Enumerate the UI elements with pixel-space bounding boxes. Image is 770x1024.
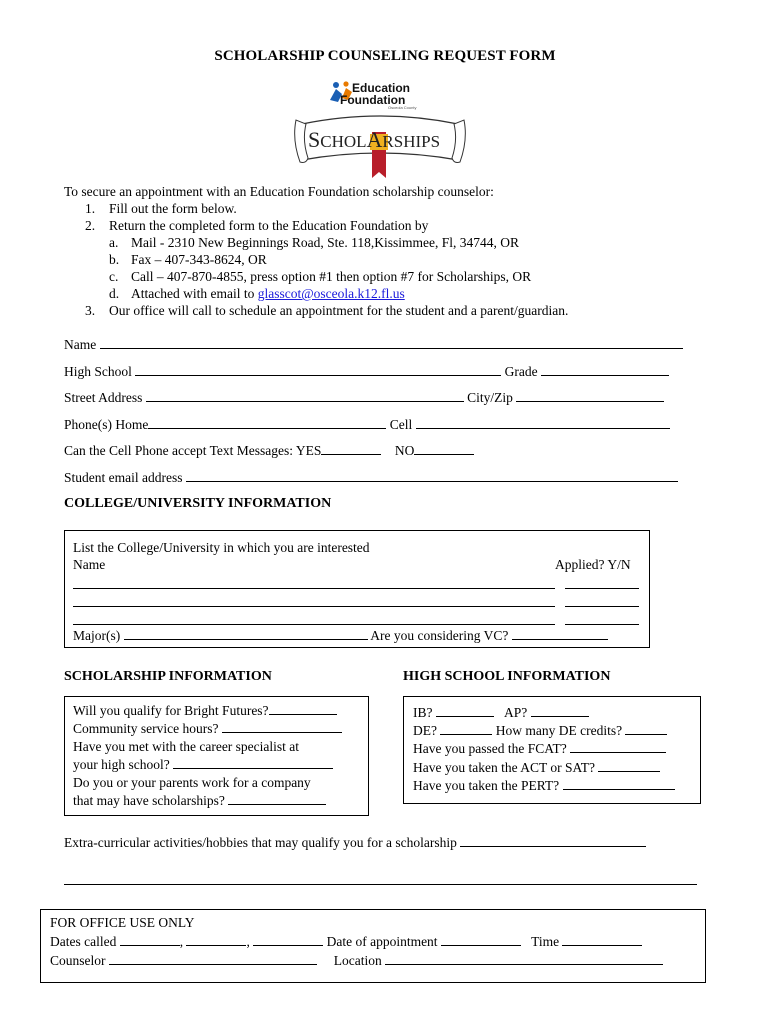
phone-home-field[interactable]	[148, 416, 386, 429]
text-messages-row	[64, 442, 474, 460]
ib-field[interactable]	[436, 704, 494, 717]
company-scholarship-question: Do you or your parents work for a company	[73, 775, 311, 790]
college-box	[64, 530, 650, 648]
scholarship-heading: SCHOLARSHIP INFORMATION	[64, 669, 272, 684]
text-no-field[interactable]	[414, 442, 474, 455]
scholarship-box	[64, 696, 369, 816]
name-field[interactable]	[100, 336, 683, 349]
address-row	[64, 389, 664, 407]
instruction-step: 2. Return the completed form to the Education Foundation by	[85, 218, 429, 233]
vc-label: Are you considering VC?	[370, 628, 509, 643]
phone-home-label: Phone(s) Home	[64, 417, 149, 432]
applied-field[interactable]	[565, 606, 639, 607]
high-school-row	[64, 363, 669, 381]
de-credits-field[interactable]	[625, 722, 667, 735]
bright-futures-row	[73, 702, 337, 720]
logo-org-line2: Foundation	[340, 93, 406, 107]
student-email-field[interactable]	[186, 469, 678, 482]
city-zip-field[interactable]	[516, 389, 664, 402]
college-name-field[interactable]	[73, 588, 555, 589]
extracurricular-field-line2[interactable]	[64, 884, 697, 885]
logo-org-sub: Osceola County	[388, 105, 417, 110]
company-scholarship-row	[73, 792, 326, 810]
extracurricular-field[interactable]	[460, 834, 646, 847]
college-list-label: List the College/University in which you are interested	[73, 540, 370, 555]
return-option: c. Call – 407-870-4855, press option #1 then option #7 for Scholarships, OR	[109, 269, 532, 284]
counselor-field[interactable]	[109, 952, 317, 965]
name-row	[64, 336, 683, 354]
office-use-box	[40, 909, 706, 983]
major-label: Major(s)	[73, 628, 121, 643]
grade-field[interactable]	[541, 363, 669, 376]
email-row	[64, 469, 678, 487]
counselor-row	[50, 952, 663, 970]
text-messages-question: Can the Cell Phone accept Text Messages: YES	[64, 443, 322, 458]
applied-field[interactable]	[565, 588, 639, 589]
college-name-field[interactable]	[73, 606, 555, 607]
street-address-field[interactable]	[146, 389, 464, 402]
time-field[interactable]	[562, 933, 642, 946]
bright-futures-field[interactable]	[269, 702, 337, 715]
college-name-field[interactable]	[73, 624, 555, 625]
return-option: b. Fax – 407-343-8624, OR	[109, 252, 267, 267]
email-link[interactable]: glasscot@osceola.k12.fl.us	[257, 286, 405, 301]
extracurricular-row	[64, 834, 646, 852]
student-email-label: Student email address	[64, 470, 183, 485]
city-zip-label: City/Zip	[467, 390, 513, 405]
cell-field[interactable]	[416, 416, 670, 429]
major-row	[73, 627, 608, 645]
date-called-field-2[interactable]	[186, 933, 246, 946]
instructions	[64, 183, 568, 319]
de-label: DE?	[413, 723, 437, 738]
de-credits-label: How many DE credits?	[495, 723, 623, 738]
high-school-label: High School	[64, 364, 132, 379]
instructions-lead: To secure an appointment with an Education Foundation scholarship counselor:	[64, 184, 494, 199]
office-use-heading: FOR OFFICE USE ONLY	[50, 915, 195, 930]
instruction-step: 3. Our office will call to schedule an appointment for the student and a parent/guardian.	[85, 303, 569, 318]
company-scholarship-question-cont: that may have scholarships?	[73, 793, 225, 808]
company-scholarship-field[interactable]	[228, 792, 326, 805]
phone-row	[64, 416, 670, 434]
act-sat-row	[413, 759, 660, 777]
fcat-question: Have you passed the FCAT?	[413, 741, 567, 756]
dates-row: Dates called , , Date of appointment Time	[50, 933, 642, 951]
college-heading: COLLEGE/UNIVERSITY INFORMATION	[64, 496, 332, 511]
grade-label: Grade	[504, 364, 538, 379]
counselor-label: Counselor	[50, 953, 106, 968]
cell-label: Cell	[389, 417, 413, 432]
fcat-row	[413, 740, 666, 758]
name-label: Name	[64, 337, 97, 352]
dates-called-label: Dates called	[50, 934, 117, 949]
date-called-field-3[interactable]	[253, 933, 323, 946]
high-school-heading: HIGH SCHOOL INFORMATION	[403, 669, 611, 684]
date-of-appointment-label: Date of appointment	[326, 934, 438, 949]
de-field[interactable]	[440, 722, 492, 735]
text-yes-field[interactable]	[321, 442, 381, 455]
high-school-field[interactable]	[135, 363, 501, 376]
act-sat-field[interactable]	[598, 759, 660, 772]
applied-field[interactable]	[565, 624, 639, 625]
street-address-label: Street Address	[64, 390, 143, 405]
pert-field[interactable]	[563, 777, 675, 790]
text-no-label: NO	[394, 443, 415, 458]
de-row	[413, 722, 667, 740]
bright-futures-question: Will you qualify for Bright Futures?	[73, 703, 269, 718]
ib-label: IB?	[413, 705, 433, 720]
education-foundation-logo	[290, 80, 470, 180]
vc-field[interactable]	[512, 627, 608, 640]
high-school-box	[403, 696, 701, 804]
date-of-appointment-field[interactable]	[441, 933, 521, 946]
career-specialist-question-cont: your high school?	[73, 757, 170, 772]
logo-banner-text: SCHOLARSHIPS	[308, 127, 441, 152]
time-label: Time	[531, 934, 560, 949]
major-field[interactable]	[124, 627, 368, 640]
career-specialist-question: Have you met with the career specialist at	[73, 739, 300, 754]
act-sat-question: Have you taken the ACT or SAT?	[413, 760, 595, 775]
community-service-field[interactable]	[222, 720, 342, 733]
ap-label: AP?	[504, 705, 528, 720]
return-option: d. Attached with email to glasscot@osceola.k12.fl.us	[109, 286, 405, 301]
return-option: a. Mail - 2310 New Beginnings Road, Ste. 118,Kissimmee, Fl, 34744, OR	[109, 235, 519, 250]
pert-row	[413, 777, 675, 795]
fcat-field[interactable]	[570, 740, 666, 753]
location-field[interactable]	[385, 952, 663, 965]
ib-ap-row	[413, 704, 589, 722]
community-service-question: Community service hours?	[73, 721, 219, 736]
pert-question: Have you taken the PERT?	[413, 778, 560, 793]
career-specialist-field[interactable]	[173, 756, 333, 769]
college-name-column: Name	[73, 557, 106, 572]
instruction-step: 1. Fill out the form below.	[85, 201, 237, 216]
page-title: SCHOLARSHIP COUNSELING REQUEST FORM	[214, 48, 556, 64]
applied-column: Applied? Y/N	[555, 557, 631, 572]
community-service-row	[73, 720, 342, 738]
location-label: Location	[333, 953, 382, 968]
career-specialist-row	[73, 756, 333, 774]
date-called-field-1[interactable]	[120, 933, 180, 946]
logo-org-line1: Education	[352, 81, 411, 95]
ap-field[interactable]	[531, 704, 589, 717]
extracurricular-label: Extra-curricular activities/hobbies that may qualify you for a scholarship	[64, 835, 457, 850]
